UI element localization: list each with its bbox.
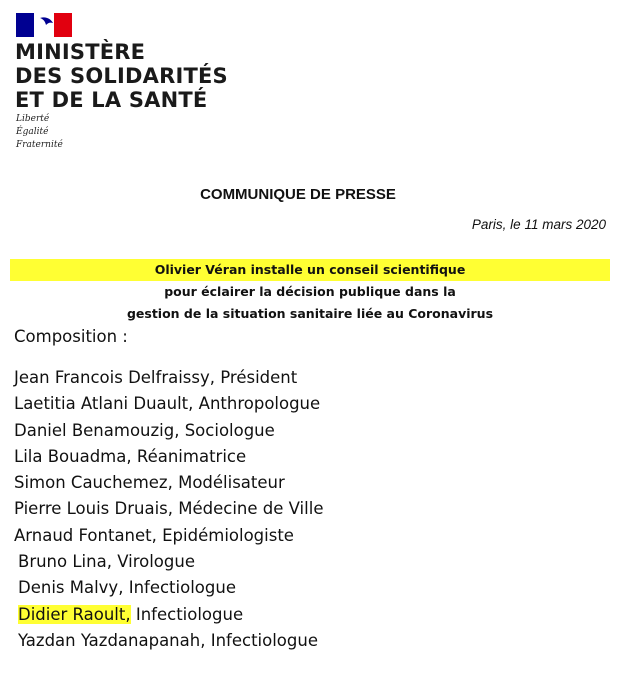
member-name: Yazdan Yazdanapanah,: [18, 630, 206, 650]
member-role: Epidémiologiste: [156, 525, 294, 545]
member-name: Simon Cauchemez,: [14, 473, 173, 493]
member-name: Denis Malvy,: [18, 578, 124, 598]
ministry-name-line-3: ET DE LA SANTÉ: [15, 88, 208, 112]
member-name-highlighted: Didier Raoult,: [18, 604, 131, 624]
flag-blue-band: [16, 13, 34, 37]
member-item: [0, 498, 323, 524]
member-role: Réanimatrice: [131, 446, 247, 466]
member-item: [0, 577, 323, 603]
motto-fraternite: Fraternité: [16, 140, 63, 150]
headline-line-2: gestion de la situation sanitaire liée au Coronavirus: [126, 306, 494, 321]
republic-motto: [16, 113, 63, 152]
member-item: [0, 630, 323, 656]
member-name: Bruno Lina,: [18, 552, 112, 572]
member-item-highlighted: [0, 604, 323, 630]
member-name: Lila Bouadma,: [14, 446, 132, 466]
headline-highlighted-text: Olivier Véran installe un conseil scientifique: [10, 259, 610, 281]
member-role: Sociologue: [179, 420, 275, 440]
member-name: Laetitia Atlani Duault,: [14, 394, 194, 414]
ministry-name-line-2: DES SOLIDARITÉS: [15, 64, 228, 88]
member-item: [0, 446, 323, 472]
member-role: Virologue: [111, 552, 195, 572]
motto-liberte: Liberté: [16, 114, 50, 124]
headline-rest-text: pour éclairer la décision publique dans la: [164, 284, 456, 299]
member-item: [0, 367, 323, 393]
member-item: [0, 420, 323, 446]
headline-line-1: [10, 259, 610, 303]
member-role: Infectiologue: [123, 578, 236, 598]
member-item: [0, 393, 323, 419]
council-member-list: [0, 367, 323, 656]
press-release-title: COMMUNIQUE DE PRESSE: [200, 186, 396, 203]
composition-label: Composition :: [14, 327, 128, 346]
member-item: [0, 525, 323, 551]
ministry-name-line-1: MINISTÈRE: [15, 40, 146, 64]
press-release-date: Paris, le 11 mars 2020: [471, 217, 606, 232]
member-role: Infectiologue: [205, 630, 318, 650]
marianne-flag-logo: [16, 13, 72, 37]
motto-egalite: Égalité: [16, 127, 49, 137]
member-role: Président: [215, 368, 298, 387]
member-role: Infectiologue: [130, 604, 244, 624]
member-role: Médecine de Ville: [173, 499, 324, 519]
press-headline: [10, 259, 610, 325]
member-name: Pierre Louis Druais,: [14, 499, 173, 519]
member-name: Daniel Benamouzig,: [14, 420, 180, 440]
member-role: Modélisateur: [172, 473, 285, 493]
flag-red-band: [54, 13, 72, 37]
member-item: [0, 472, 323, 498]
ministry-name: [15, 40, 228, 112]
member-name: Arnaud Fontanet,: [14, 525, 157, 545]
member-role: Anthropologue: [193, 394, 321, 414]
member-item: [0, 551, 323, 577]
member-name: Jean Francois Delfraissy,: [14, 368, 215, 387]
